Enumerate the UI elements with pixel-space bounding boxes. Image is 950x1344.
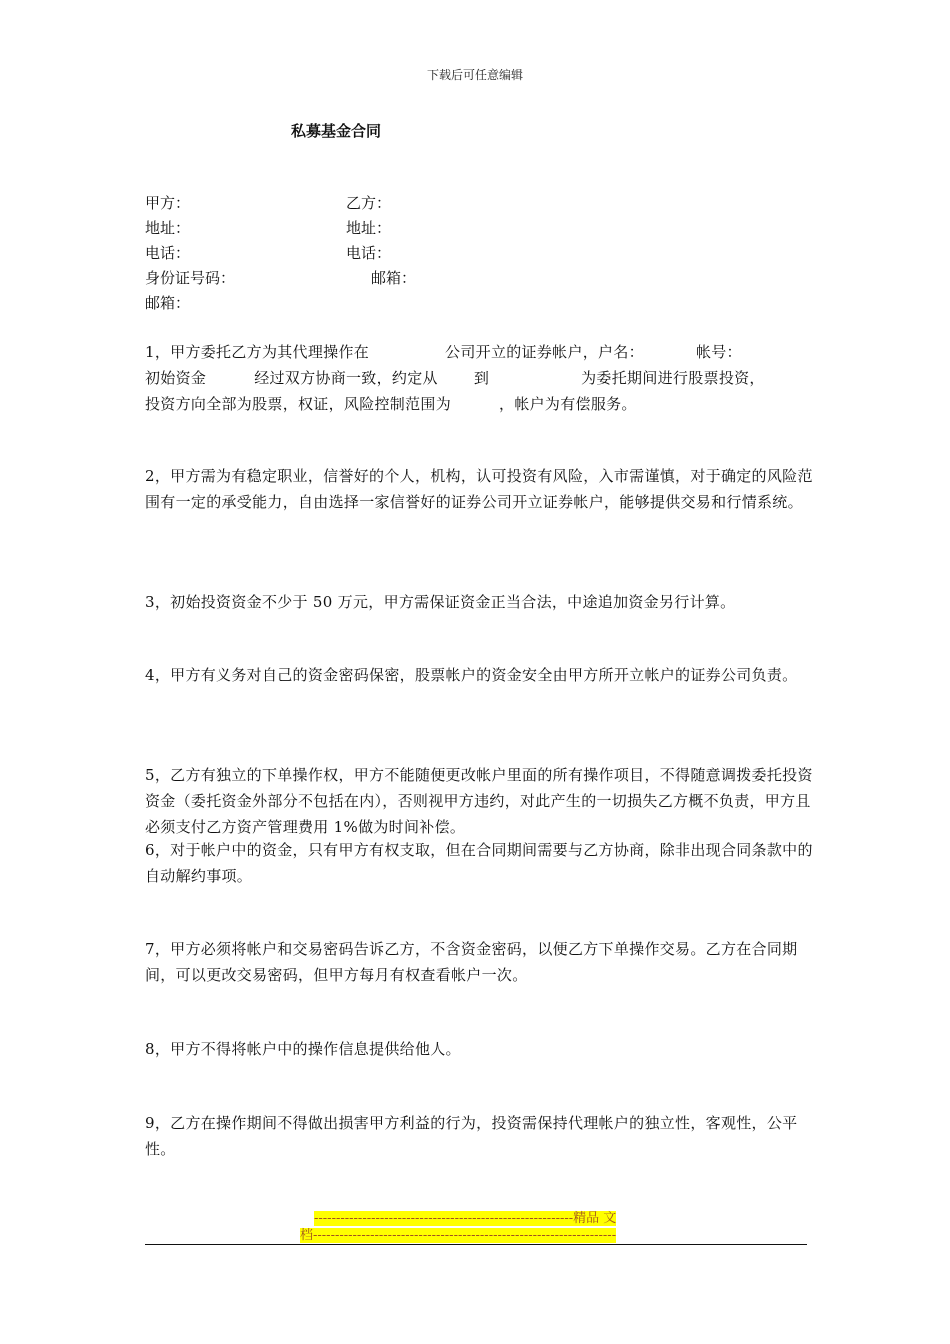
party-a-address: 地址： — [145, 219, 191, 237]
clause-1-line-1: 1，甲方委托乙方为其代理操作在 公司开立的证券帐户，户名： 帐号： — [145, 343, 742, 361]
party-a-phone: 电话： — [145, 244, 191, 262]
clause-4: 4，甲方有义务对自己的资金密码保密，股票帐户的资金安全由甲方所开立帐户的证券公司负责。 — [145, 666, 798, 684]
footer-line-2: 档--------------------------------------------------------------------- — [300, 1228, 617, 1243]
party-a-email: 邮箱： — [145, 294, 191, 312]
party-b-phone: 电话： — [346, 244, 392, 262]
clause-1 — [145, 339, 817, 417]
clause-1-line-2: 初始资金 经过双方协商一致，约定从 到 为委托期间进行股票投资， — [145, 369, 765, 387]
party-a-label: 甲方： — [145, 194, 191, 212]
clause-1-line-3: 投资方向全部为股票，权证，风险控制范围为 ，帐户为有偿服务。 — [145, 395, 637, 413]
clause-9: 9，乙方在操作期间不得做出损害甲方利益的行为，投资需保持代理帐户的独立性，客观性，公平性。 — [145, 1114, 798, 1158]
party-b-email: 邮箱： — [371, 269, 417, 287]
footer-rule — [145, 1244, 807, 1245]
clause-5: 5，乙方有独立的下单操作权，甲方不能随便更改帐户里面的所有操作项目，不得随意调拨委托投资资金（委托资金外部分不包括在内），否则视甲方违约，对此产生的一切损失乙方概不负责，甲方且必须支付乙方资产管理费用 1%做为时间补偿。 — [145, 766, 813, 836]
header-note: 下载后可任意编辑 — [426, 68, 523, 82]
clause-3: 3，初始投资资金不少于 50 万元，甲方需保证资金正当合法，中途追加资金另行计算。 — [145, 593, 736, 611]
party-b-address: 地址： — [346, 219, 392, 237]
party-b-label: 乙方： — [346, 194, 392, 212]
party-a-id-number: 身份证号码： — [145, 269, 236, 287]
document-title: 私募基金合同 — [291, 122, 382, 140]
footer-line-1: -----------------------------------------------------------精品 文 — [314, 1211, 617, 1226]
clause-8: 8，甲方不得将帐户中的操作信息提供给他人。 — [145, 1040, 461, 1058]
clause-2: 2，甲方需为有稳定职业，信誉好的个人，机构，认可投资有风险，入市需谨慎，对于确定的风险范围有一定的承受能力，自由选择一家信誉好的证券公司开立证券帐户，能够提供交易和行情系统。 — [145, 467, 813, 511]
clause-7: 7，甲方必须将帐户和交易密码告诉乙方，不含资金密码，以便乙方下单操作交易。乙方在合同期间，可以更改交易密码，但甲方每月有权查看帐户一次。 — [145, 940, 798, 984]
clause-6: 6，对于帐户中的资金，只有甲方有权支取，但在合同期间需要与乙方协商，除非出现合同条款中的自动解约事项。 — [145, 841, 813, 885]
